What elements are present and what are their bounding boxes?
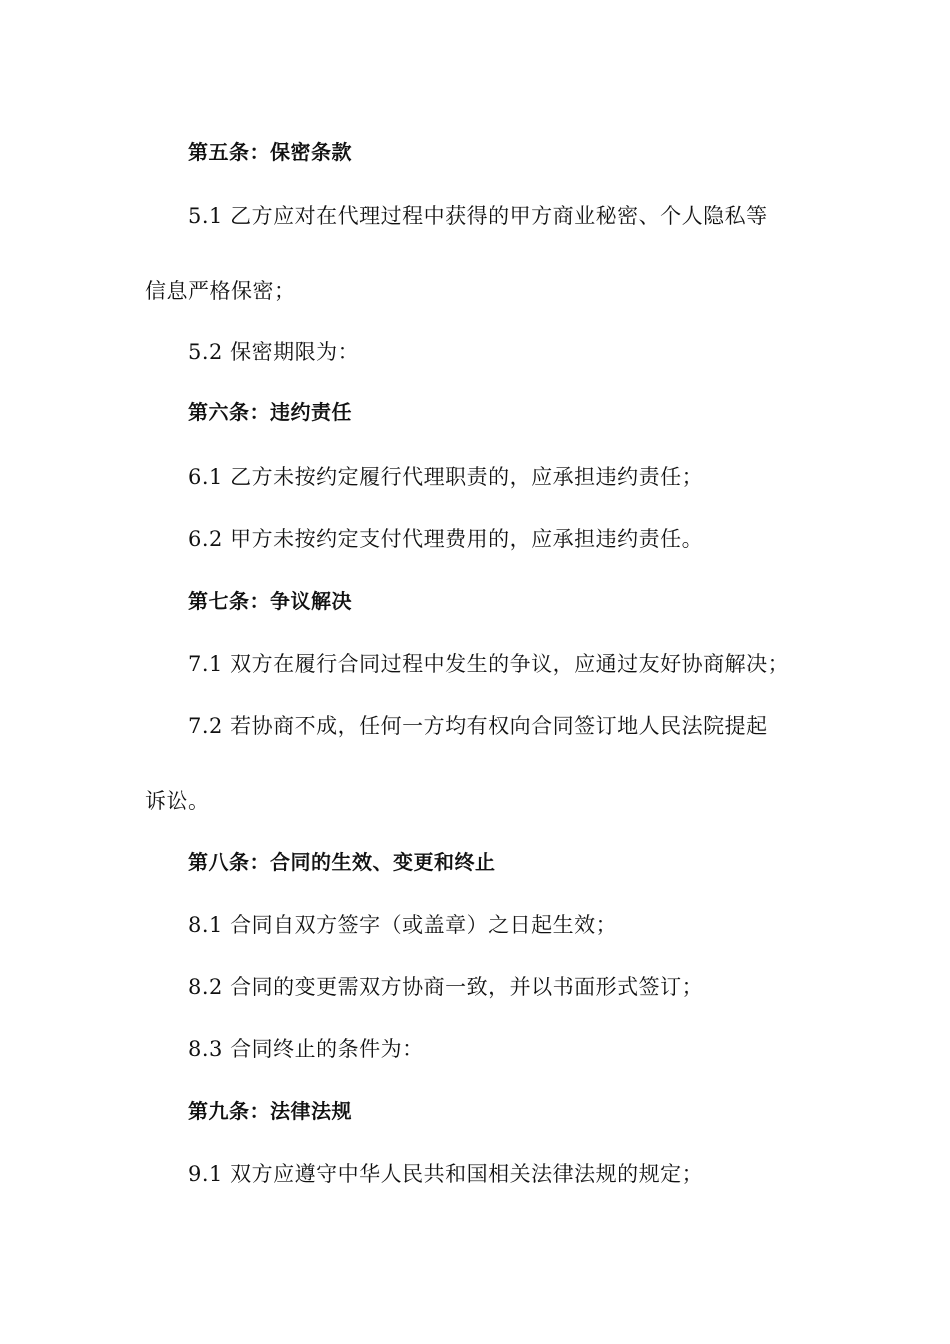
- clause-9-1: 9.1 双方应遵守中华人民共和国相关法律法规的规定；: [188, 1162, 704, 1186]
- section-heading-7: 第七条：争议解决: [188, 589, 352, 613]
- clause-7-1: 7.1 双方在履行合同过程中发生的争议，应通过友好协商解决；: [188, 652, 790, 676]
- clause-6-2: 6.2 甲方未按约定支付代理费用的，应承担违约责任。: [188, 527, 704, 551]
- clause-6-1: 6.1 乙方未按约定履行代理职责的，应承担违约责任；: [188, 465, 704, 489]
- clause-7-2-continued: 诉讼。: [145, 789, 210, 813]
- clause-8-2: 8.2 合同的变更需双方协商一致，并以书面形式签订；: [188, 975, 704, 999]
- section-heading-6: 第六条：违约责任: [188, 400, 352, 424]
- clause-5-1-continued: 信息严格保密；: [145, 279, 296, 303]
- clause-7-2: 7.2 若协商不成，任何一方均有权向合同签订地人民法院提起: [188, 714, 768, 738]
- clause-8-1: 8.1 合同自双方签字（或盖章）之日起生效；: [188, 913, 618, 937]
- section-heading-8: 第八条：合同的生效、变更和终止: [188, 850, 496, 874]
- section-heading-9: 第九条：法律法规: [188, 1099, 352, 1123]
- clause-5-2: 5.2 保密期限为：: [188, 340, 360, 364]
- clause-5-1: 5.1 乙方应对在代理过程中获得的甲方商业秘密、个人隐私等: [188, 204, 768, 228]
- section-heading-5: 第五条：保密条款: [188, 140, 352, 164]
- clause-8-3: 8.3 合同终止的条件为：: [188, 1037, 424, 1061]
